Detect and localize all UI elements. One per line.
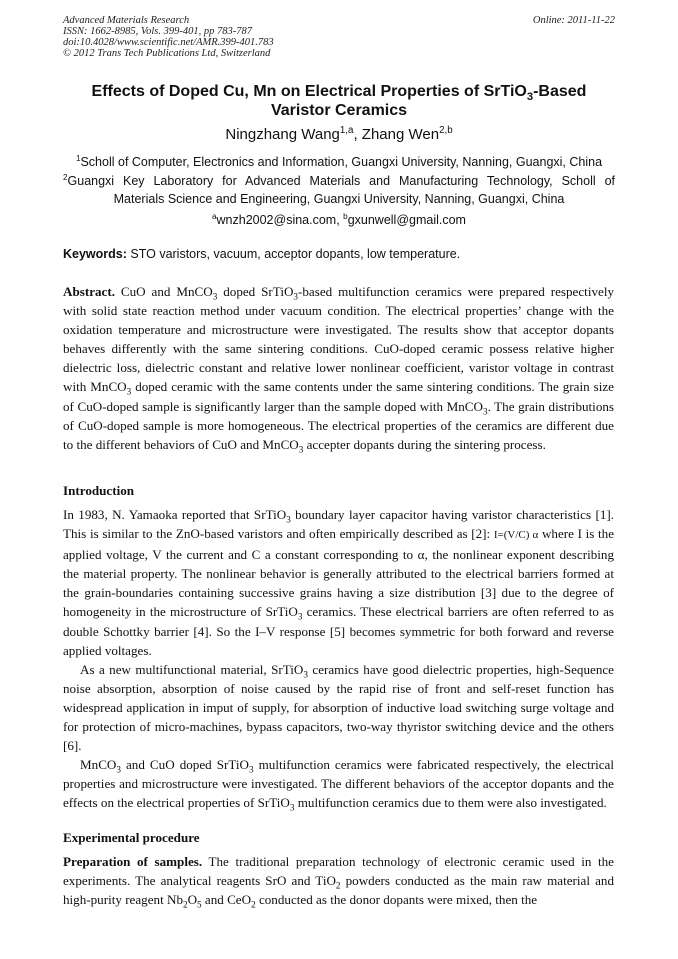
affiliation-2: $^2$Guangxi Key Laboratory for Advanced Materials and Manufacturing Technology, Scholl of [63,172,615,188]
introduction-body [63,505,614,813]
subsection-heading: Preparation of samples. [63,854,203,869]
intro-paragraph-2: As a new multifunctional material, SrTiO$_3$ ceramics have good dielectric properties, high-Sequence noise absorption, absorption of noise caused by the rapid rise of front and self-reset function has widespread application in imput of supply, for absorption of inductive load switching surge voltage and for protection of micro-machines, bypass capacitors, two-way thyristor switching device and the others [6]. [63,661,614,754]
doi-line: doi:10.4028/www.scientific.net/AMR.399-401.783 [63,37,274,48]
affiliation-2-cont: Materials Science and Engineering, Guangxi University, Nanning, Guangxi, China [113,192,565,206]
journal-header [63,15,274,59]
author-name: Zhang Wen [361,126,440,143]
keywords-label: Keywords: [63,247,127,261]
intro-paragraph-1: In 1983, N. Yamaoka reported that SrTiO$_3$ boundary layer capacitor having varistor characteristics [1]. This is similar to the ZnO-based varistors and often empirically described as [2]: I=(V/C) α where I is the applied voltage, V the current and C a constant corresponding to α, the nonlinear exponent describing the material property. The nonlinear behavior is generally attributed to the electrical barriers formed at the grain-boundaries containing successive grains having a size distribution [3] due to the degree of homogeneity in the microstructure of SrTiO$_3$ ceramics. These electrical barriers are often referred to as double Schottky barrier [4]. So the I–V response [5] becomes symmetric for both forward and reverse applied voltages. [63,507,615,658]
copyright-line: © 2012 Trans Tech Publications Ltd, Switzerland [63,48,271,59]
online-date: Online: 2011-11-22 [532,15,615,26]
affiliation-1: $^1$Scholl of Computer, Electronics and Information, Guangxi University, Nanning, Guangxi, China [75,153,603,169]
issn-line: ISSN: 1662-8985, Vols. 399-401, pp 783-787 [63,26,252,37]
power-law-formula: I=(V/C) α [493,529,539,542]
abstract-label: Abstract. [63,284,115,299]
author-emails: $^a$wnzh2002@sina.com, $^b$gxunwell@gmail.com [212,211,466,227]
intro-paragraph-3: MnCO$_3$ and CuO doped SrTiO$_3$ multifunction ceramics were fabricated respectively, the electrical properties and microstructure were investigated. The different behaviors of the acceptor dopants and the effects on the electrical properties of SrTiO$_3$ multifunction ceramics due to them were also investigated. [63,757,614,814]
keywords: Keywords: STO varistors, vacuum, acceptor dopants, low temperature. [63,247,461,261]
paper-title: Effects of Doped Cu, Mn on Electrical Properties of SrTiO$_3$-Based Varistor Ceramics [91,83,587,119]
journal-name: Advanced Materials Research [63,15,190,26]
author-list: Ningzhang Wang$^{1,a}$, Zhang Wen$^{2,b}$ [225,125,453,143]
section-heading-introduction: Introduction [63,483,135,498]
experimental-body: Preparation of samples. The traditional preparation technology of electronic ceramic used in the experiments. The analytical reagents SrO and TiO$_2$ powders conducted as the main raw material and high-purity reagent $Nb_2O_5$ and CeO$_2$ conducted as the donor dopants were mixed, then the [63,854,614,910]
author-name: Ningzhang Wang [225,126,340,143]
abstract: Abstract. CuO and MnCO$_3$ doped SrTiO$_3$-based multifunction ceramics were prepared respectively with solid state reaction method under vacuum condition. The electrical properties’ change with the oxidation temperature and microstructure were investigated. The results show that acceptor dopants behaves differently with the same sintering conditions. CuO-doped ceramic possess relative higher dielectric loss, dielectric constant and relative lower nonlinear coefficient, varistor voltage in contrast with MnCO$_3$ doped ceramic with the same contents under the same sintering conditions. The grain size of CuO-doped sample is significantly larger than the sample doped with MnCO$_3$. The grain distributions of CuO-doped sample is more homogeneous. The electrical properties of the ceramics are different due to the different behaviors of CuO and MnCO$_3$ accepter dopants during the sintering process. [63,284,615,455]
section-heading-experimental: Experimental procedure [63,830,200,845]
